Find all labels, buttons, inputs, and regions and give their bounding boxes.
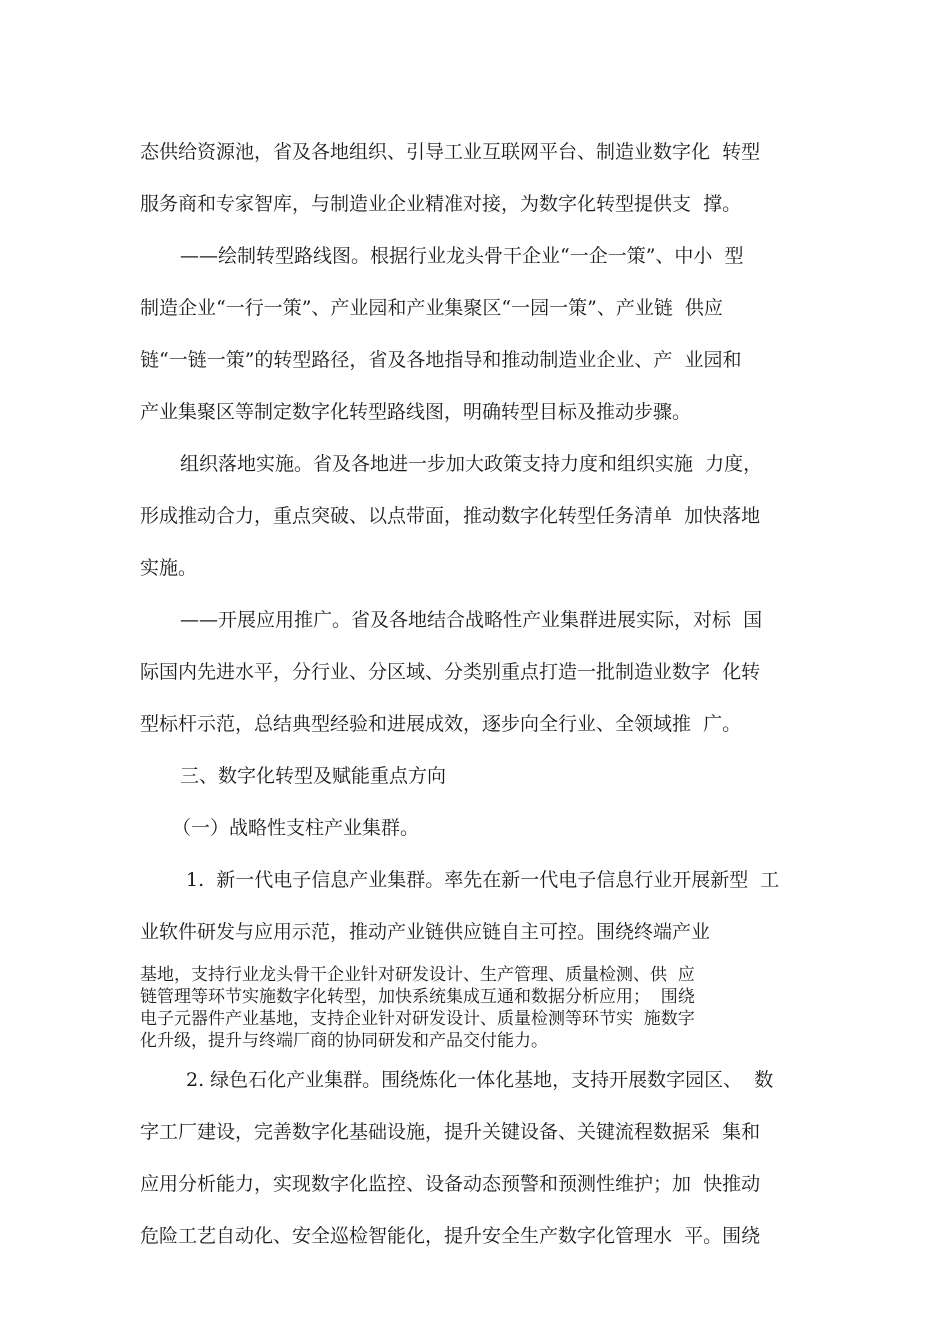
text-line-16: 业软件研发与应用示范，推动产业链供应链自主可控。围绕终端产业 bbox=[140, 921, 711, 943]
text-line-4: 制造企业“一行一策”、产业园和产业集聚区“一园一策”、产业链 供应 bbox=[140, 297, 723, 319]
subsection-heading: （一）战略性支柱产业集群。 bbox=[172, 817, 420, 839]
text-line-10: ——开展应用推广。省及各地结合战略性产业集群进展实际，对标 国 bbox=[180, 609, 763, 631]
text-line-3: ——绘制转型路线图。根据行业龙头骨干企业“一企一策”、中小 型 bbox=[180, 245, 744, 267]
text-line-20: 化升级，提升与终端厂商的协同研发和产品交付能力。 bbox=[140, 1031, 548, 1051]
text-line-22: 字工厂建设，完善数字化基础设施，提升关键设备、关键流程数据采 集和 bbox=[140, 1121, 761, 1143]
text-line-17: 基地，支持行业龙头骨干企业针对研发设计、生产管理、质量检测、供 应 bbox=[140, 965, 695, 985]
text-line-7: 组织落地实施。省及各地进一步加大政策支持力度和组织实施 力度， bbox=[180, 453, 763, 475]
text-line-12: 型标杆示范，总结典型经验和进展成效，逐步向全行业、全领域推 广。 bbox=[140, 713, 742, 735]
text-line-19: 电子元器件产业基地，支持企业针对研发设计、质量检测等环节实 施数字 bbox=[140, 1009, 695, 1029]
text-line-18: 链管理等环节实施数字化转型，加快系统集成互通和数据分析应用； 围绕 bbox=[140, 987, 695, 1007]
text-line-15: 1. 新一代电子信息产业集群。率先在新一代电子信息行业开展新型 工 bbox=[186, 869, 780, 891]
text-line-9: 实施。 bbox=[140, 557, 198, 579]
text-line-24: 危险工艺自动化、安全巡检智能化，提升安全生产数字化管理水 平。围绕 bbox=[140, 1225, 761, 1247]
text-line-23: 应用分析能力，实现数字化监控、设备动态预警和预测性维护；加 快推动 bbox=[140, 1173, 761, 1195]
section-heading: 三、数字化转型及赋能重点方向 bbox=[180, 765, 447, 787]
text-line-1: 态供给资源池，省及各地组织、引导工业互联网平台、制造业数字化 转型 bbox=[140, 141, 761, 163]
text-line-2: 服务商和专家智库，与制造业企业精准对接，为数字化转型提供支 撑。 bbox=[140, 193, 742, 215]
text-line-21: 2. 绿色石化产业集群。围绕炼化一体化基地，支持开展数字园区、 数 bbox=[186, 1069, 774, 1091]
text-line-6: 产业集聚区等制定数字化转型路线图，明确转型目标及推动步骤。 bbox=[140, 401, 692, 423]
text-line-5: 链“一链一策”的转型路径，省及各地指导和推动制造业企业、产 业园和 bbox=[140, 349, 742, 371]
text-line-8: 形成推动合力，重点突破、以点带面，推动数字化转型任务清单 加快落地 bbox=[140, 505, 761, 527]
text-line-11: 际国内先进水平，分行业、分区域、分类别重点打造一批制造业数字 化转 bbox=[140, 661, 761, 683]
